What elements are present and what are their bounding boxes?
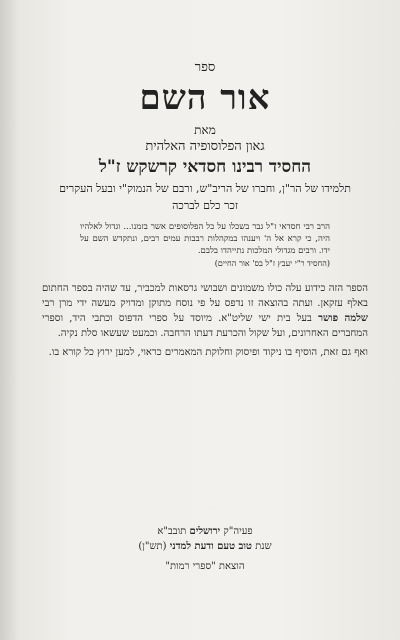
intro-paragraph: [42, 281, 368, 341]
quote-source: (החסיד ר"י יעבץ ז"ל בס' אור החיים): [214, 259, 330, 268]
page-binding-shadow: [0, 0, 18, 640]
title-page-content: [42, 60, 368, 360]
year-suffix: (תש"ן): [138, 541, 167, 552]
author-epithet: גאון הפלוסופיה האלהית: [145, 139, 265, 154]
place-suffix: תובב"א: [157, 526, 187, 537]
book-title: אור השם: [139, 78, 271, 118]
from-label: מאת: [194, 123, 216, 137]
author-name: החסיד רבינו חסדאי קרשקש ז"ל: [98, 157, 312, 177]
publisher-line: הוצאת "ספרי רמות": [165, 561, 245, 572]
imprint: [42, 524, 368, 575]
book-label: ספר: [194, 60, 216, 75]
year-prefix: שנת: [255, 541, 272, 552]
place-prefix: פעיה"ק: [223, 526, 253, 537]
intro-text-start: הספר הזה כידוע עלה כולו משמונים ושבושי גרסאות למכביר, עד שהיה בספר החתום באלף עזקאן. ועתה בהוצאה זו נדפס על פי נוסח מתוקן ומדויק מעשה ידי מרן רבי: [42, 283, 368, 309]
second-paragraph: ואף גם זאת, הוסיף בו ניקוד ופיסוק וחלוקת המאמרים כראוי, למען ירוץ כל קורא בו.: [48, 347, 368, 358]
quote-text: הרב רבי חסדאי ז"ל גבר בשכלו על כל הפלוסופים אשר בזמנו... וגדול לאלהיו היה, כי קרא אל ה' ויענהו במקהלות רבבות עמים רבים, ונתקדש השם על ידו. ורבים מגדולי המלכות נתייהדו בלבם.: [80, 222, 330, 256]
place-line: [42, 524, 368, 539]
intro-text-end: בעל בית ישי שליט"א. מיוסד על ספרי הדפוס וכתבי היד, וספרי המחברים האחרונים, ועל שקול והכרעת דעתו הרחבה. וכמעט שעשאו סלת נקיה.: [42, 313, 368, 339]
editor-name: שלמה פושר: [318, 313, 368, 324]
year-phrase: טוב טעם ודעת למדני: [169, 541, 252, 552]
place-city: ירושלים: [189, 526, 221, 537]
year-line: [42, 539, 368, 555]
author-description: תלמידו של הר"ן, וחברו של הריב"ש, ורבם של הנמוק"י ובעל העקרים: [59, 182, 351, 195]
blessing-line: זכר כלם לברכה: [172, 199, 238, 212]
